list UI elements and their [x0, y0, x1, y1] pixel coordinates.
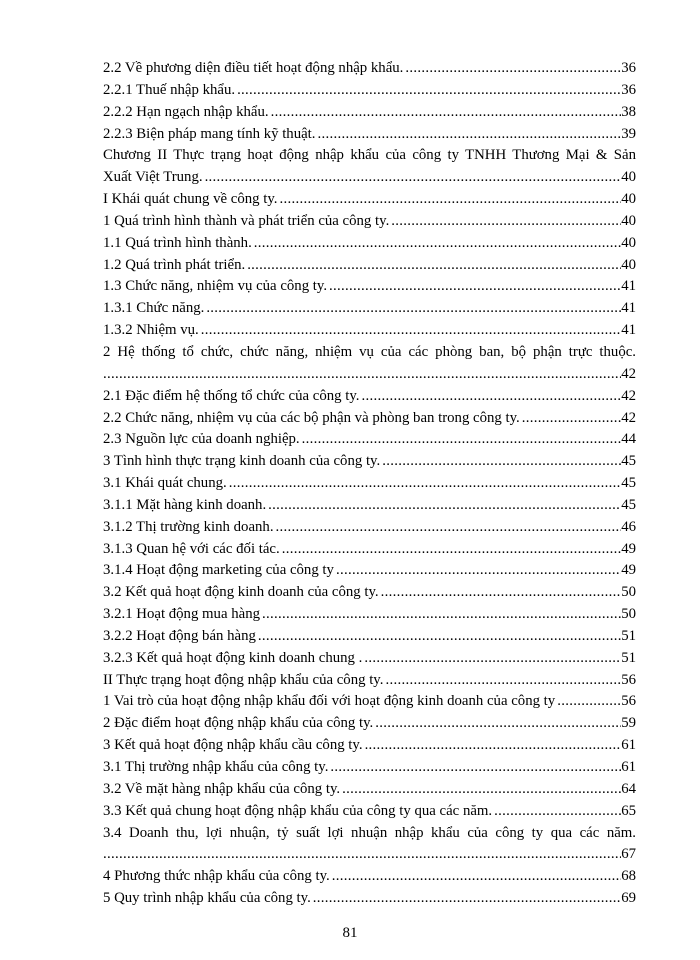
toc-leader-dots [258, 626, 621, 648]
toc-entry [103, 648, 636, 670]
toc-leader-dots [254, 233, 621, 255]
toc-leader-dots [375, 713, 621, 735]
toc-entry-page: 65 [621, 802, 636, 819]
toc-entry-page: 50 [621, 584, 636, 601]
toc-entry [103, 539, 636, 561]
toc-entry-title: 3.2 Về mặt hàng nhập khẩu của công ty. [103, 780, 341, 797]
toc-entry-title: 3.1 Thị trường nhập khẩu của công ty. [103, 759, 329, 775]
toc-entry-page: 56 [621, 693, 636, 710]
toc-entry [103, 320, 636, 342]
toc-leader-dots [385, 670, 621, 692]
toc-entry [103, 495, 636, 517]
toc-entry-title: 3 Tình hình thực trạng kinh doanh của công ty. [103, 453, 381, 470]
toc-entry-page: 39 [621, 125, 636, 142]
toc-leader-dots [280, 189, 622, 211]
toc-entry-page: 40 [621, 212, 636, 229]
toc-entry [103, 211, 636, 233]
toc-entry-title: 2.2.3 Biện pháp mang tính kỹ thuật. [103, 125, 316, 142]
toc-entry-page: 36 [621, 81, 636, 98]
toc-entry-page: 51 [621, 649, 636, 666]
toc-entry [103, 145, 636, 167]
toc-entry-title: 4 Phương thức nhập khẩu của công ty. [103, 868, 330, 885]
toc-entry [103, 560, 636, 582]
toc-entry [103, 408, 636, 430]
toc-entry-title: 2 Đặc điểm hoạt động nhập khẩu của công ty. [103, 715, 374, 732]
toc-entry-title: 2.2.1 Thuế nhập khẩu. [103, 81, 236, 98]
toc-entry-page: 69 [621, 890, 636, 907]
toc-entry-page: 45 [621, 475, 636, 492]
toc-entry [103, 386, 636, 408]
toc-leader-dots [276, 517, 622, 539]
toc-leader-dots [329, 276, 621, 298]
toc-leader-dots [557, 691, 621, 713]
toc-entry [103, 276, 636, 298]
toc-entry-page: 41 [621, 278, 636, 295]
toc-entry-page: 49 [621, 540, 636, 557]
toc-leader-dots [405, 58, 621, 80]
toc-entry [103, 801, 636, 823]
toc-entry [103, 473, 636, 495]
toc-entry [103, 517, 636, 539]
toc-entry-title: II Thực trạng hoạt động nhập khẩu của công ty. [103, 671, 384, 688]
toc-leader-dots [237, 80, 621, 102]
toc-entry-page: 45 [621, 496, 636, 513]
toc-entry-title: 3.2.2 Hoạt động bán hàng [103, 627, 256, 644]
toc-entry-title: 1 Quá trình hình thành và phát triển của công ty. [103, 212, 390, 229]
toc-entry-title: 1.3.2 Nhiệm vụ. [103, 322, 199, 339]
toc-entry-page: 68 [621, 868, 636, 885]
toc-entry [103, 58, 636, 80]
toc-entry-title: 3.2 Kết quả hoạt động kinh doanh của công ty. [103, 584, 379, 601]
toc-entry-page: 42 [621, 387, 636, 404]
toc-entry-title: 3.1.4 Hoạt động marketing của công ty [103, 562, 334, 579]
toc-entry-title: 3.1.1 Mặt hàng kinh doanh. [103, 496, 267, 513]
toc-leader-dots [494, 801, 621, 823]
toc-entry-title: 1.2 Quá trình phát triển. [103, 256, 246, 273]
toc-entry [103, 189, 636, 211]
toc-entry-page: 36 [621, 60, 636, 76]
toc-leader-dots [381, 582, 622, 604]
toc-entry [103, 866, 636, 888]
toc-entry-title: 2.1 Đặc điểm hệ thống tổ chức của công ty. [103, 387, 360, 404]
toc-entry-title: 2.2 Chức năng, nhiệm vụ của các bộ phận và phòng ban trong công ty. [103, 409, 520, 426]
toc-entry-page: 38 [621, 103, 636, 120]
toc-entry-title: 3.4 Doanh thu, lợi nhuận, tỷ suất lợi nhuận nhập khẩu của công ty qua các năm. [103, 824, 636, 841]
toc-leader-dots [332, 866, 621, 888]
toc-leader-dots [268, 495, 621, 517]
toc-entry-title: 3.1.3 Quan hệ với các đối tác. [103, 540, 280, 557]
toc-entry [103, 735, 636, 757]
toc-leader-dots [247, 255, 621, 277]
toc-entry [103, 691, 636, 713]
toc-entry-title: 3 Kết quả hoạt động nhập khẩu cầu công ty. [103, 737, 363, 754]
toc-entry-page: 50 [621, 606, 636, 623]
toc-entry-page: 61 [621, 759, 636, 775]
toc-entry [103, 823, 636, 845]
toc-leader-dots [262, 604, 621, 626]
toc-entry-title: 3.3 Kết quả chung hoạt động nhập khẩu của công ty qua các năm. [103, 802, 493, 819]
toc-leader-dots [391, 211, 621, 233]
toc-entry [103, 626, 636, 648]
toc-entry-page: 40 [621, 191, 636, 208]
toc-entry-page: 45 [621, 453, 636, 470]
table-of-contents [103, 58, 636, 910]
toc-leader-dots [361, 386, 621, 408]
toc-leader-dots [206, 298, 621, 320]
toc-entry [103, 102, 636, 124]
toc-entry-title: Chương II Thực trạng hoạt động nhập khẩu của công ty TNHH Thương Mại & Sản [103, 147, 636, 164]
toc-entry-title: Xuất Việt Trung. [103, 169, 203, 186]
toc-entry-page: 40 [621, 234, 636, 251]
toc-entry-page: 42 [621, 365, 636, 382]
toc-entry-title: 3.2.1 Hoạt động mua hàng [103, 606, 260, 623]
toc-entry-title: 2.2.2 Hạn ngạch nhập khẩu. [103, 103, 269, 120]
toc-leader-dots [205, 167, 622, 189]
toc-entry-title: 2 Hệ thống tổ chức, chức năng, nhiệm vụ của các phòng ban, bộ phận trực thuộc. [103, 343, 636, 360]
page-number: 81 [342, 925, 358, 941]
toc-entry-title: 3.2.3 Kết quả hoạt động kinh doanh chung . [103, 649, 363, 666]
toc-entry-page: 61 [621, 737, 636, 754]
toc-entry [103, 233, 636, 255]
toc-entry-title: 2.2 Về phương diện điều tiết hoạt động nhập khẩu. [103, 60, 404, 76]
toc-entry-page: 44 [621, 431, 636, 448]
toc-entry-page: 41 [621, 300, 636, 317]
toc-leader-dots [364, 648, 621, 670]
toc-entry-title: 1.1 Quá trình hình thành. [103, 234, 252, 251]
toc-entry [103, 604, 636, 626]
toc-entry-page: 64 [621, 780, 636, 797]
toc-entry [103, 779, 636, 801]
toc-entry [103, 124, 636, 146]
toc-entry [103, 429, 636, 451]
toc-entry [103, 298, 636, 320]
toc-leader-dots [271, 102, 622, 124]
toc-entry-page: 42 [621, 409, 636, 426]
toc-leader-dots [103, 364, 621, 386]
toc-leader-dots [282, 539, 622, 561]
toc-leader-dots [522, 408, 621, 430]
toc-entry [103, 670, 636, 692]
toc-entry-title: 1 Vai trò của hoạt động nhập khẩu đối với hoạt động kinh doanh của công ty [103, 693, 556, 710]
toc-entry [103, 713, 636, 735]
toc-entry [103, 255, 636, 277]
toc-leader-dots [229, 473, 622, 495]
toc-entry-page: 46 [621, 518, 636, 535]
toc-entry [103, 342, 636, 364]
toc-entry-page: 41 [621, 322, 636, 339]
toc-leader-dots [336, 560, 621, 582]
toc-entry-page: 40 [621, 169, 636, 186]
toc-leader-dots [365, 735, 622, 757]
toc-leader-dots [330, 757, 621, 779]
toc-entry [103, 451, 636, 473]
toc-entry-page: 49 [621, 562, 636, 579]
toc-entry-title: 3.1.2 Thị trường kinh doanh. [103, 518, 274, 535]
toc-entry [103, 167, 636, 189]
toc-entry-page: 56 [621, 671, 636, 688]
toc-entry [103, 80, 636, 102]
toc-entry [103, 757, 636, 779]
toc-entry-title: 1.3.1 Chức năng. [103, 300, 205, 317]
toc-leader-dots [302, 429, 622, 451]
toc-entry [103, 844, 636, 866]
toc-leader-dots [342, 779, 621, 801]
toc-entry [103, 582, 636, 604]
toc-entry-page: 40 [621, 256, 636, 273]
toc-entry-page: 59 [621, 715, 636, 732]
toc-leader-dots [201, 320, 621, 342]
toc-entry [103, 888, 636, 910]
toc-entry-page: 67 [621, 846, 636, 863]
toc-leader-dots [313, 888, 621, 910]
toc-entry-title: 2.3 Nguồn lực của doanh nghiệp. [103, 431, 300, 448]
toc-entry-title: I Khái quát chung về công ty. [103, 191, 278, 208]
toc-entry-page: 51 [621, 627, 636, 644]
toc-entry-title: 1.3 Chức năng, nhiệm vụ của công ty. [103, 278, 328, 295]
toc-entry-title: 3.1 Khái quát chung. [103, 475, 227, 492]
toc-leader-dots [103, 844, 621, 866]
toc-leader-dots [382, 451, 621, 473]
toc-leader-dots [317, 124, 621, 146]
toc-entry-title: 5 Quy trình nhập khẩu của công ty. [103, 890, 311, 907]
toc-entry [103, 364, 636, 386]
